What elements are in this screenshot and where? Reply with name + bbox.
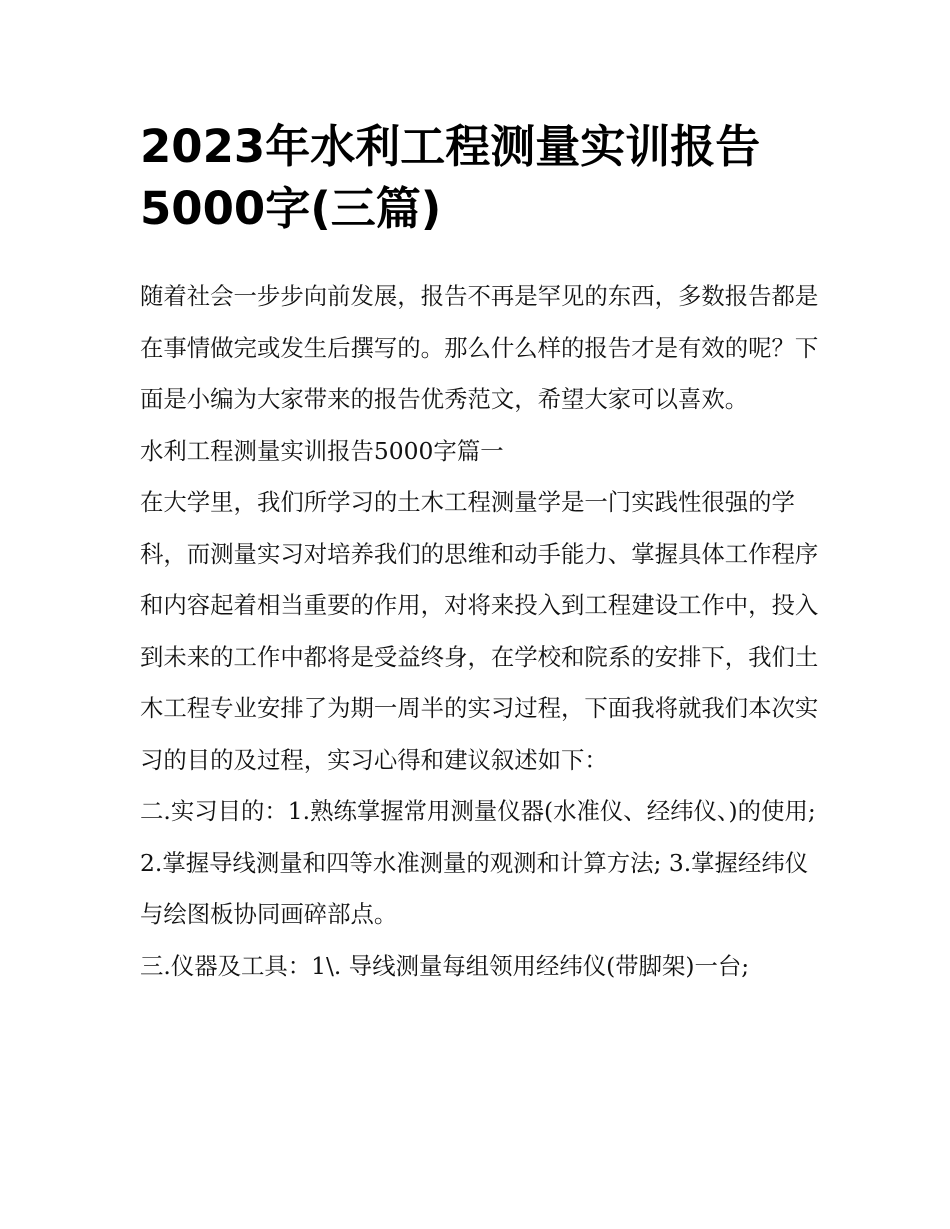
body-paragraph: 在大学里，我们所学习的土木工程测量学是一门实践性很强的学科，而测量实习对培养我们的思维和动手能力、掌握具体工作程序和内容起着相当重要的作用，对将来投入到工程建设工作中，投入到未来的工作中都将是受益终身，在学校和院系的安排下，我们土木工程专业安排了为期一周半的实习过程，下面我将就我们本次实习的目的及过程，实习心得和建议叙述如下： — [140, 488, 819, 774]
instruments-paragraph: 三.仪器及工具：1\. 导线测量每组领用经纬仪(带脚架)一台; — [140, 951, 750, 980]
document-title — [140, 0, 820, 240]
title-line-1: 2023年水利工程测量实训报告 — [140, 120, 761, 173]
intro-paragraph: 随着社会一步步向前发展，报告不再是罕见的东西，多数报告都是在事情做完或发生后撰写的。那么什么样的报告才是有效的呢？下面是小编为大家带来的报告优秀范文，希望大家可以喜欢。 — [140, 282, 819, 413]
document-page — [140, 0, 820, 992]
section-heading: 水利工程测量实训报告5000字篇一 — [140, 436, 504, 465]
objectives-paragraph: 二.实习目的：1.熟练掌握常用测量仪器(水准仪、经纬仪、)的使用; 2.掌握导线测量和四等水准测量的观测和计算方法; 3.掌握经纬仪与绘图板协同画碎部点。 — [140, 797, 816, 928]
title-line-2: 5000字(三篇) — [140, 182, 442, 235]
